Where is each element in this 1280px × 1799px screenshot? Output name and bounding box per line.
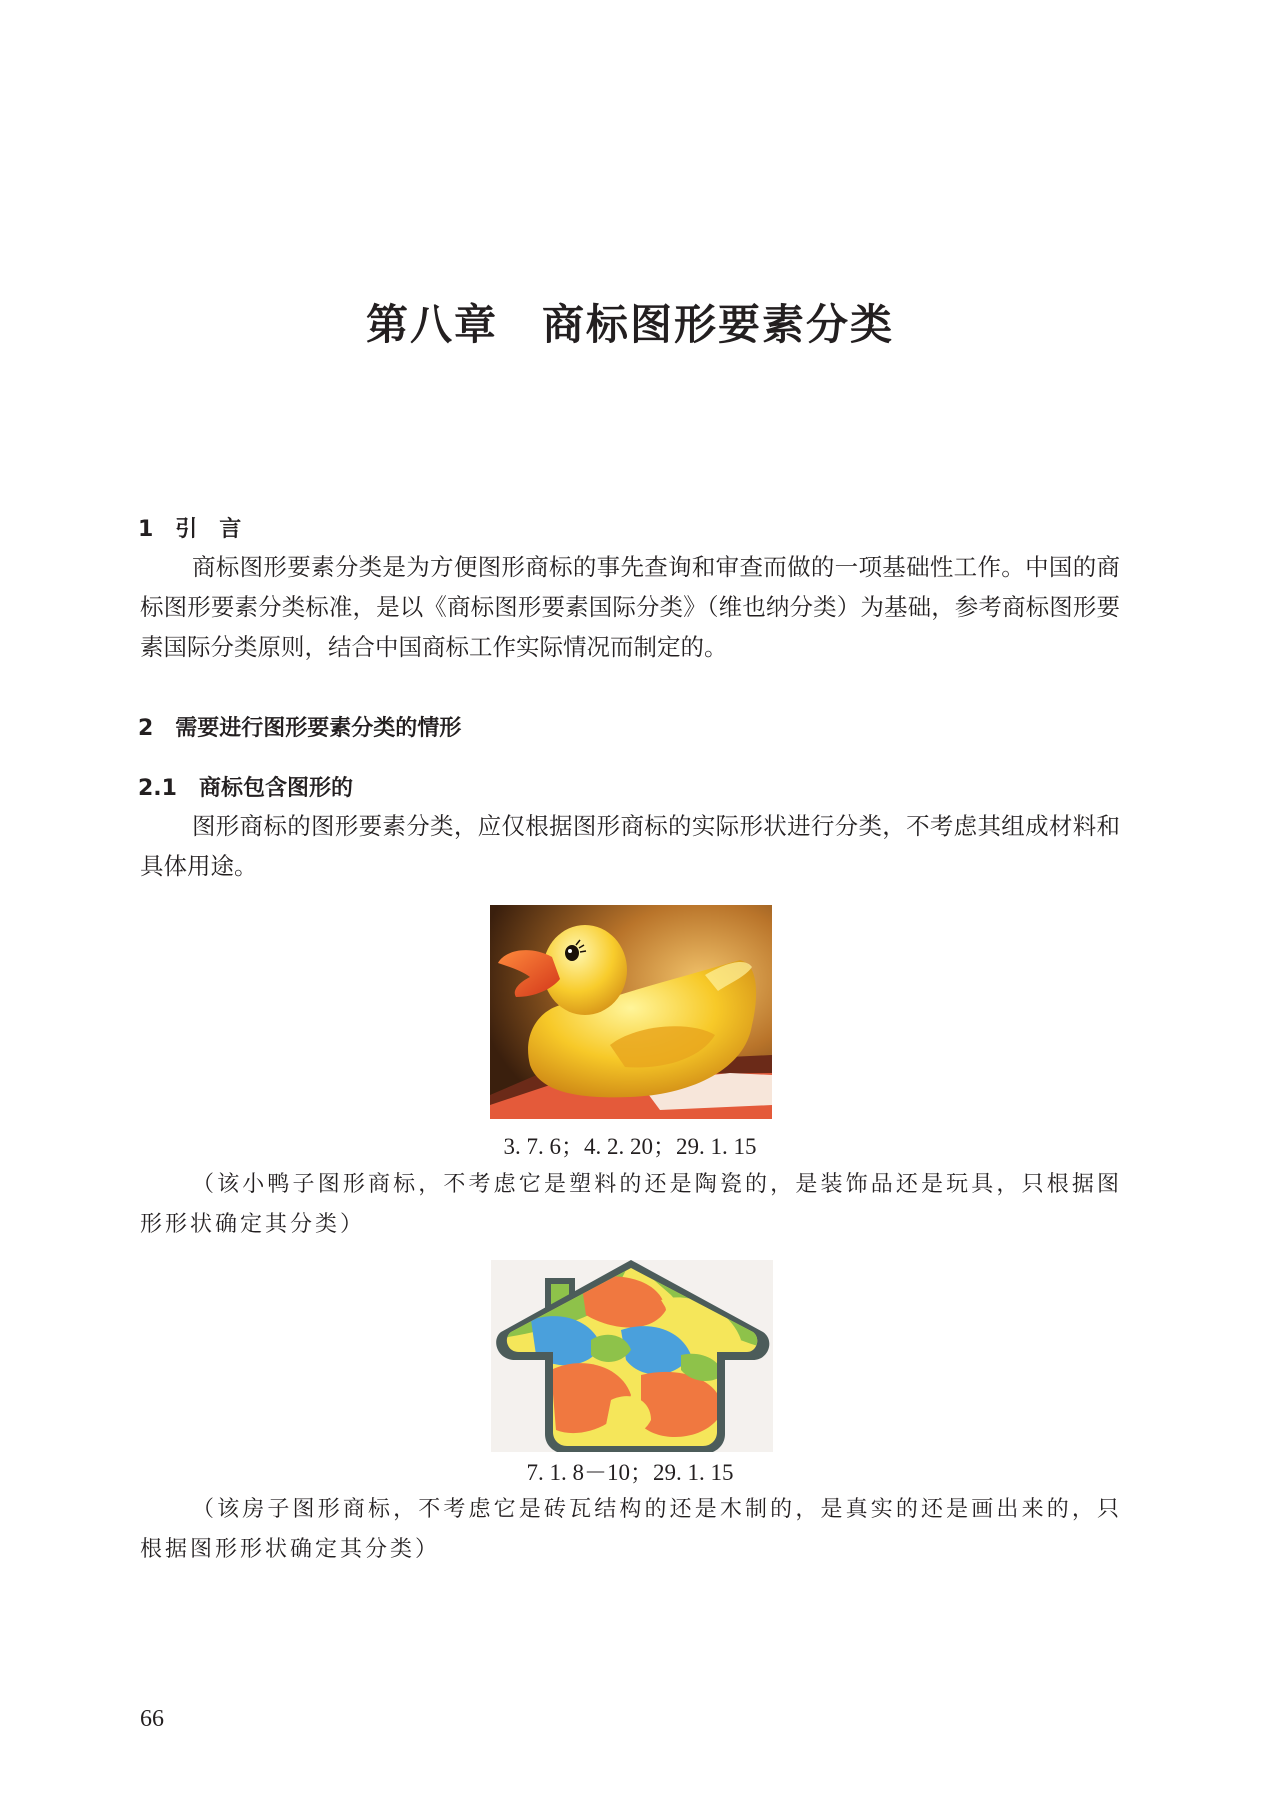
house-logo-image	[491, 1260, 773, 1452]
section-1-heading: 1 引 言	[138, 517, 242, 542]
house-logo-illustration	[491, 1260, 773, 1452]
rubber-duck-illustration	[490, 905, 772, 1119]
subsection-2-1-heading: 2.1 商标包含图形的	[138, 776, 353, 801]
figure-1-caption: 3. 7. 6；4. 2. 20；29. 1. 15	[503, 1134, 757, 1159]
chapter-title: 第八章 商标图形要素分类	[365, 300, 894, 349]
rubber-duck-image	[490, 905, 772, 1119]
section-2-heading: 2 需要进行图形要素分类的情形	[138, 716, 462, 741]
figure-1-note: （该小鸭子图形商标，不考虑它是塑料的还是陶瓷的，是装饰品还是玩具，只根据图形形状确定其分类）	[140, 1172, 1122, 1237]
page-number: 66	[140, 1706, 164, 1732]
subsection-2-1-paragraph: 图形商标的图形要素分类，应仅根据图形商标的实际形状进行分类，不考虑其组成材料和具体用途。	[140, 812, 1120, 880]
section-1-paragraph: 商标图形要素分类是为方便图形商标的事先查询和审查而做的一项基础性工作。中国的商标图形要素分类标准，是以《商标图形要素国际分类》（维也纳分类）为基础，参考商标图形要素国际分类原则，结合中国商标工作实际情况而制定的。	[140, 553, 1120, 661]
figure-2-note: （该房子图形商标，不考虑它是砖瓦结构的还是木制的，是真实的还是画出来的，只根据图形形状确定其分类）	[140, 1497, 1122, 1562]
figure-2-caption: 7. 1. 8－10；29. 1. 15	[526, 1460, 734, 1485]
